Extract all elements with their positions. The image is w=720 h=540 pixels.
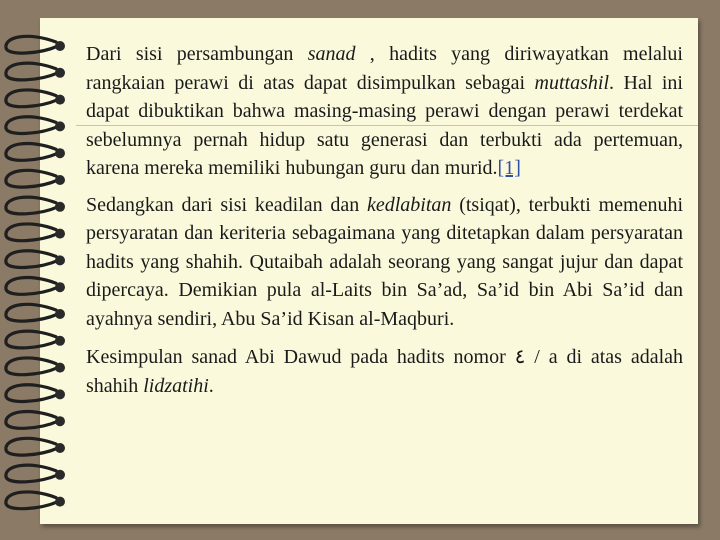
- text: . Hal ini dapat dibuktikan bahwa masing-masing perawi dengan perawi terdekat sebelumnya pernah hidup satu generasi dan terbukti ada pertemuan, karena mereka memiliki hubungan guru dan murid.: [86, 71, 683, 179]
- binding-hole: [55, 443, 65, 453]
- binding-ring: [6, 63, 58, 80]
- binding-ring: [6, 197, 58, 214]
- spiral-binding: [0, 0, 80, 540]
- binding-hole: [55, 470, 65, 480]
- text: di atas adalah shahih: [86, 346, 684, 397]
- binding-ring: [6, 144, 58, 161]
- binding-hole: [55, 95, 65, 105]
- binding-ring: [6, 492, 58, 509]
- paragraph-sanad: [86, 40, 683, 183]
- binding-hole: [55, 121, 65, 131]
- binding-ring: [6, 304, 58, 321]
- binding-hole: [55, 282, 65, 292]
- paragraph-keadilan: [86, 191, 683, 334]
- binding-ring: [6, 224, 58, 241]
- binding-ring: [6, 251, 58, 268]
- text: .: [208, 374, 214, 397]
- binding-hole: [55, 255, 65, 265]
- text: Kesimpulan sanad Abi Dawud pada hadits nomor: [86, 346, 515, 368]
- binding-hole: [55, 148, 65, 158]
- binding-ring: [6, 358, 58, 375]
- binding-hole: [55, 389, 65, 399]
- binding-hole: [55, 68, 65, 78]
- binding-hole: [55, 175, 65, 185]
- footnote-link[interactable]: [1]: [497, 157, 521, 179]
- term-kedlabitan: kedlabitan: [366, 193, 452, 216]
- binding-hole: [55, 416, 65, 426]
- binding-ring: [6, 278, 58, 295]
- hadith-number: ٤ / a: [514, 346, 558, 368]
- binding-ring: [6, 412, 58, 429]
- term-muttashil: muttashil: [534, 71, 609, 94]
- term-sanad: sanad: [307, 43, 356, 65]
- binding-hole: [55, 41, 65, 51]
- term-lidzatihi: lidzatihi: [143, 374, 209, 397]
- text: Sedangkan dari sisi keadilan dan: [86, 193, 367, 216]
- paragraph-kesimpulan: [86, 343, 683, 400]
- slide-content: [86, 40, 683, 400]
- binding-ring: [6, 90, 58, 107]
- binding-ring: [6, 36, 58, 53]
- text: Dari sisi persambungan: [86, 43, 308, 65]
- binding-hole: [55, 497, 65, 507]
- binding-hole: [55, 363, 65, 373]
- binding-ring: [6, 117, 58, 134]
- text: , hadits yang diriwayatkan melalui rangkaian perawi di atas dapat disimpulkan sebagai: [86, 43, 683, 94]
- binding-ring: [6, 170, 58, 187]
- binding-hole: [55, 202, 65, 212]
- binding-ring: [6, 438, 58, 455]
- binding-ring: [6, 331, 58, 348]
- text: (tsiqat), terbukti memenuhi persyaratan dan keriteria sebagaimana yang ditetapkan dalam persyaratan hadits yang shahih. Qutaibah adalah seorang yang sangat jujur dan dapat dipercaya. Demikian pula al-Laits bin Sa’ad, Sa’id bin Abi Sa’id dan ayahnya sendiri, Abu Sa’id Kisan al-Maqburi.: [86, 193, 683, 330]
- binding-hole: [55, 309, 65, 319]
- binding-hole: [55, 336, 65, 346]
- binding-ring: [6, 385, 58, 402]
- binding-hole: [55, 229, 65, 239]
- binding-ring: [6, 465, 58, 482]
